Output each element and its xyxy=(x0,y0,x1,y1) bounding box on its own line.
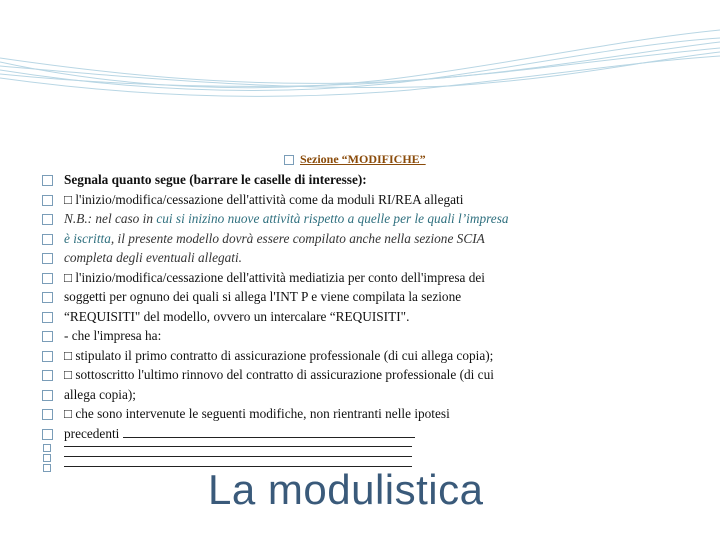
list-item: □ che sono intervenute le seguenti modifiche, non rientranti nelle ipotesi xyxy=(0,404,620,424)
list-item: “REQUISITI" del modello, ovvero un intercalare “REQUISITI". xyxy=(0,307,620,327)
bullet-icon xyxy=(42,273,53,284)
decorative-wave-lines xyxy=(0,0,720,110)
bullet-icon xyxy=(42,234,53,245)
list-item: □ stipulato il primo contratto di assicurazione professionale (di cui allega copia); xyxy=(0,346,620,366)
list-item: N.B.: nel caso in cui si inizino nuove attività rispetto a quelle per le quali l’impresa xyxy=(0,209,620,229)
bullet-icon xyxy=(43,444,51,452)
bullet-icon xyxy=(42,175,53,186)
bullet-icon xyxy=(42,331,53,342)
bullet-icon xyxy=(43,454,51,462)
bullet-icon xyxy=(42,312,53,323)
bullet-icon xyxy=(42,429,53,440)
bullet-icon xyxy=(42,351,53,362)
bullet-icon xyxy=(42,195,53,206)
section-title-text: Sezione “MODIFICHE” xyxy=(300,152,426,166)
bullet-icon xyxy=(42,253,53,264)
bullet-icon xyxy=(42,390,53,401)
list-item: allega copia); xyxy=(0,385,620,405)
form-text-body xyxy=(0,170,620,473)
list-item: precedenti xyxy=(0,424,620,444)
bullet-icon xyxy=(42,292,53,303)
list-item: □ sottoscritto l'ultimo rinnovo del contratto di assicurazione professionale (di cui xyxy=(0,365,620,385)
list-item: è iscritta, il presente modello dovrà essere compilato anche nella sezione SCIA xyxy=(0,229,620,249)
list-item: completa degli eventuali allegati. xyxy=(0,248,620,268)
bullet-icon xyxy=(284,155,294,165)
bullet-icon xyxy=(42,370,53,381)
list-item: - che l'impresa ha: xyxy=(0,326,620,346)
list-item: □ l'inizio/modifica/cessazione dell'attività come da moduli RI/REA allegati xyxy=(0,190,620,210)
section-title xyxy=(284,152,426,167)
bullet-icon xyxy=(42,214,53,225)
bullet-icon xyxy=(43,464,51,472)
bullet-icon xyxy=(42,409,53,420)
list-item: Segnala quanto segue (barrare le caselle di interesse): xyxy=(0,170,620,190)
footer-title: La modulistica xyxy=(208,466,484,513)
list-item: soggetti per ognuno dei quali si allega l'INT P e viene compilata la sezione xyxy=(0,287,620,307)
list-item: □ l'inizio/modifica/cessazione dell'attività mediatizia per conto dell'impresa dei xyxy=(0,268,620,288)
